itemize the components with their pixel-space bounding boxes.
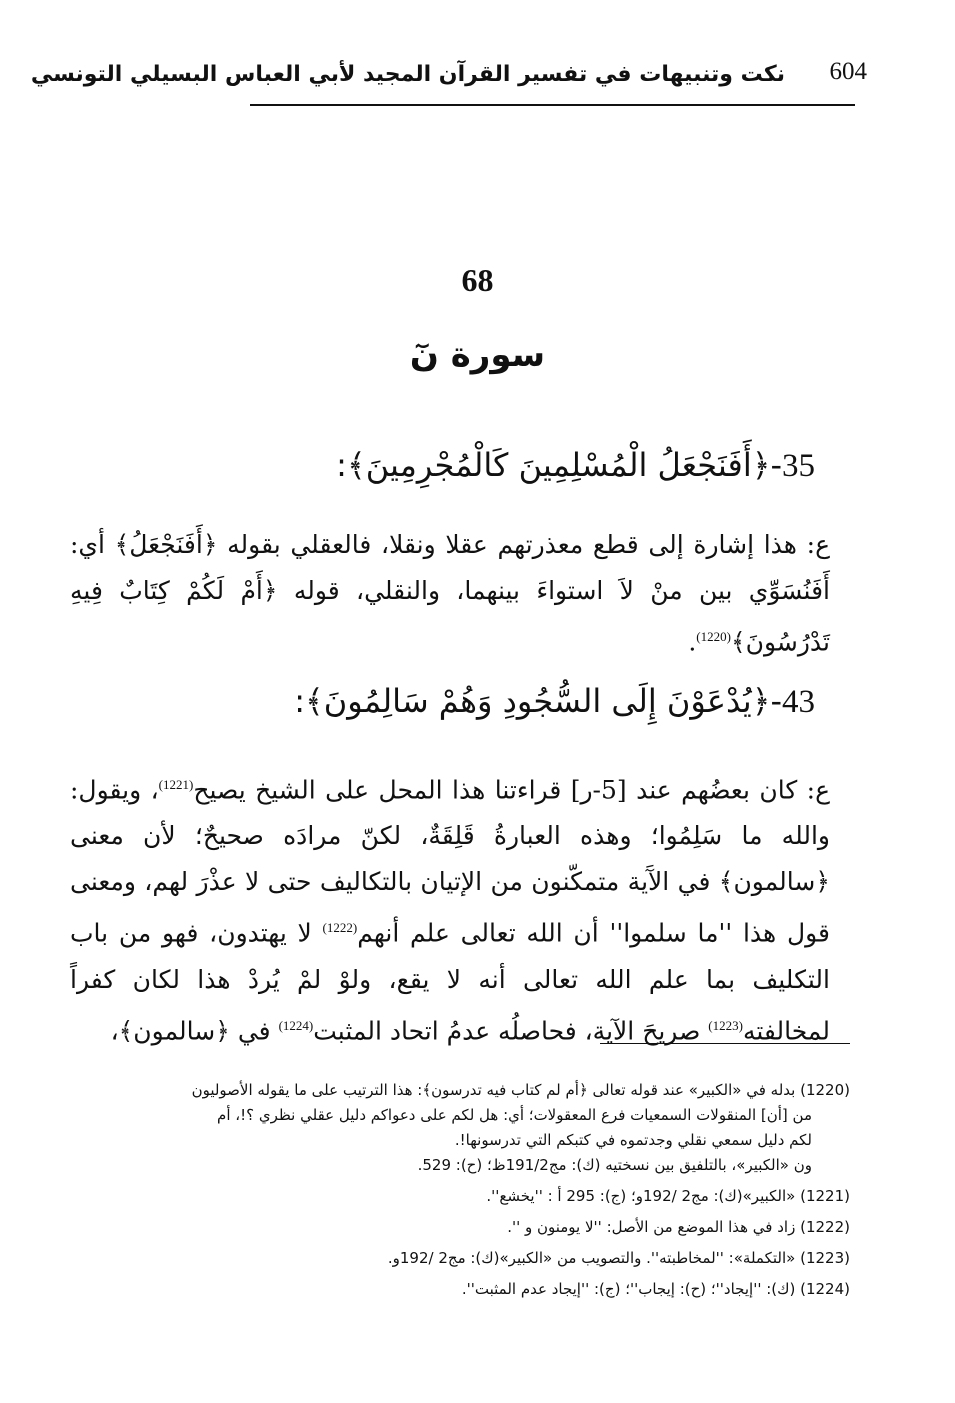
verse-heading-35: 35-﴿أَفَنَجْعَلُ الْمُسْلِمِينَ كَالْمُجْرِمِينَ﴾:: [336, 446, 815, 484]
footnote-1224: (1224) (ك): ''إيجاد''؛ (ح): إيجاب''؛ (ج): ''إيجاد عدم المثبت''.: [461, 1280, 850, 1298]
paragraph-text: في ﴿سالمون﴾،: [110, 1015, 279, 1045]
verse-text: ﴿يُدْعَوْنَ إِلَى السُّجُودِ وَهُمْ سَالِمُونَ﴾:: [294, 682, 771, 720]
footnote-1223: (1223) «التكملة»: ''لمخاطبته''. والتصويب من «الكبير»(ك): مج2 /192و.: [387, 1249, 850, 1267]
footnotes: [105, 1078, 850, 1308]
running-title: نكت وتنبيهات في تفسير القرآن المجيد لأبي العباس البسيلي التونسي: [30, 62, 785, 87]
footnote-ref-1221[interactable]: (1221): [158, 777, 194, 792]
verse-heading-43: 43-﴿يُدْعَوْنَ إِلَى السُّجُودِ وَهُمْ سَالِمُونَ﴾:: [294, 682, 815, 720]
footnote-line: (1220) بدله في «الكبير» عند قوله تعالى ﴿أم لم كتاب فيه تدرسون﴾: هذا الترتيب على ما يقوله الأصوليون: [191, 1081, 850, 1099]
paragraph-text: صريحَ الآية، فحاصلُه عدمُ اتحاد المثبت: [313, 1015, 709, 1045]
footnote-ref-1223[interactable]: (1223): [708, 1017, 743, 1033]
footnote-line: لكم دليل سمعي نقلي وجدتموه في كتبكم التي تدرسونها!.: [454, 1131, 812, 1149]
footnote-ref-1220[interactable]: (1220): [696, 629, 731, 644]
chapter-number: 68: [461, 262, 494, 298]
footnote-ref-1224[interactable]: (1224): [278, 1017, 314, 1033]
page-number: 604: [829, 58, 867, 85]
verse-number: 35: [782, 448, 815, 484]
paragraph-text: ، ويقول: والله ما سَلِمُوا؛ وهذه العبارةُ قَلِقَةٌ، لكنّ مرادَه صحيحٌ؛ لأن معنى ﴿سالمون﴾ في الآَية متمكّنون من الإتيان بالتكاليف حتى لا عذْرَ لهم، ومعنى قول هذا ''ما سلموا'' أن الله تعالى علم أنهم: [70, 775, 830, 948]
surah-title: سورة نٓ: [409, 335, 546, 375]
footnote-line: ون «الكبير»، بالتلفيق بين نسختيه (ك): مج191/2ظ؛ (ح): 529.: [417, 1156, 812, 1174]
paragraph-text: ع: هذا إشارة إلى قطع معذرتهم عقلا ونقلا، فالعقلي بقوله ﴿أَفَنَجْعَلُ﴾ أي: أَفَنُسَوِّي بين منْ لاَ استواءَ بينهما، والنقلي، قوله ﴿أَمْ لَكُمْ كِتَابٌ فِيهِ تَدْرُسُونَ﴾: [70, 530, 830, 657]
footnote-line: من [أن] المنقولات السمعيات فرع المعقولات؛ أي: هل لكم على دعواكم دليل عقلي نظري ؟!، أم: [217, 1106, 812, 1124]
commentary-paragraph-1: [70, 522, 830, 665]
footnote-ref-1222[interactable]: (1222): [322, 920, 358, 936]
footnote-divider: [600, 1043, 850, 1044]
verse-text: ﴿أَفَنَجْعَلُ الْمُسْلِمِينَ كَالْمُجْرِمِينَ﴾:: [336, 446, 771, 484]
paragraph-end: .: [688, 627, 697, 657]
footnote-1222: (1222) زاد في هذا الموضع من الأصل: ''لا يومنون و ''.: [507, 1218, 850, 1236]
commentary-paragraph-2: [70, 762, 830, 1054]
verse-number: 43: [782, 684, 815, 720]
footnote-1220: [105, 1078, 850, 1178]
paragraph-text: لا يهتدون، فهو من باب التكليف بما علم الله تعالى أنه لا يقع، ولوْ لمْ يُردْ هذا لكان كفراً لمخالفته: [70, 918, 830, 1045]
paragraph-text: ع: كان بعضُهم عند [5-ر] قراءتنا هذا المحل على الشيخ يصيح: [193, 775, 830, 805]
page-header: [30, 52, 867, 106]
footnote-1221: (1221) «الكبير»(ك): مج2 /192و؛ (ج): 295 أ : ''يخشع''.: [486, 1187, 850, 1205]
